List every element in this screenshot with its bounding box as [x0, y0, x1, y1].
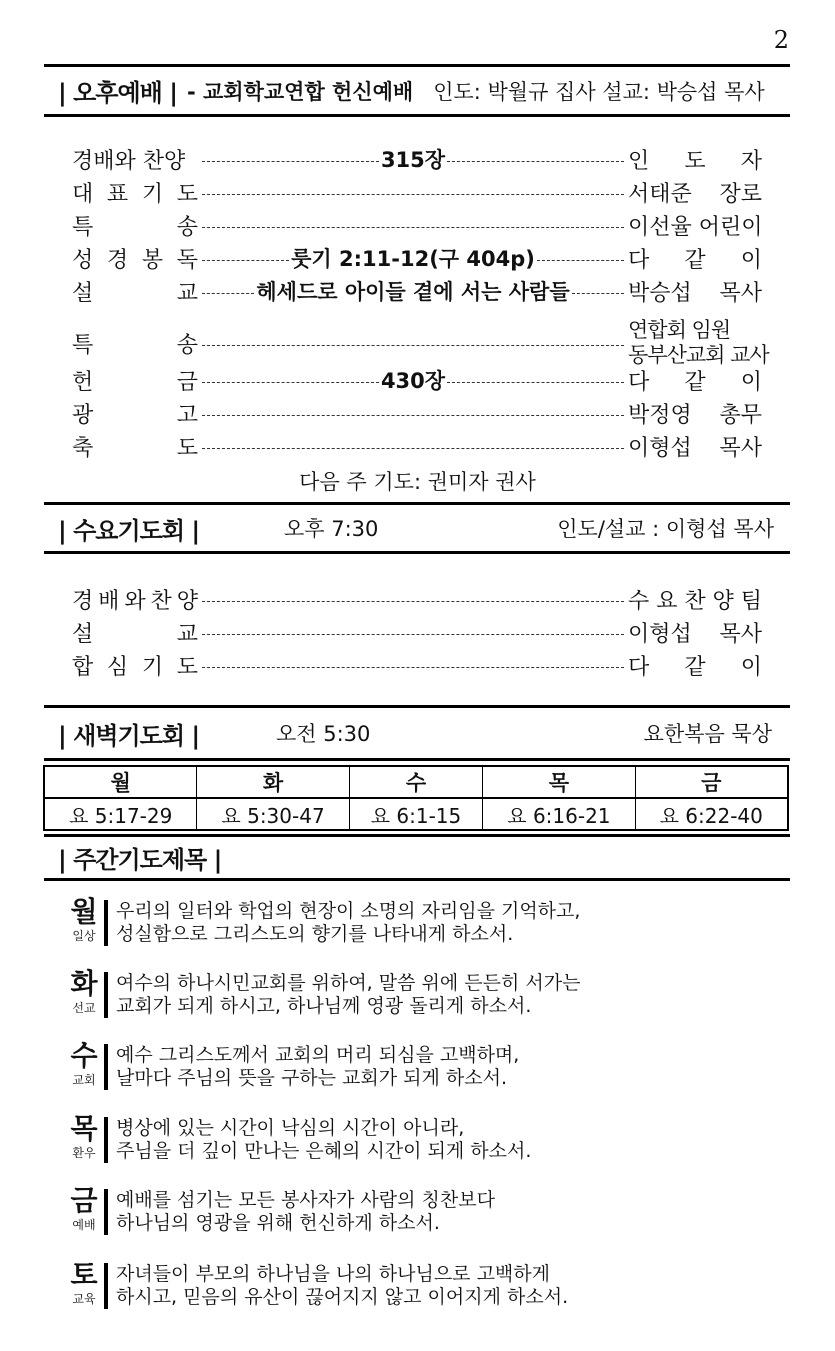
order-item-label [72, 177, 198, 208]
table-header-cell: 금 [635, 766, 788, 798]
wednesday-service-leader: 인도/설교 : 이형섭 목사 [557, 517, 774, 541]
order-item-person-part: 서태준 [628, 181, 692, 207]
dawn-service-title: | 새벽기도회 | [58, 721, 200, 750]
weekly-prayer-header [44, 834, 790, 881]
prayer-divider [104, 972, 108, 1018]
leader-line [202, 161, 379, 162]
order-row [72, 175, 762, 209]
order-item-person-part: 목사 [719, 280, 762, 306]
prayer-divider [104, 900, 108, 946]
wednesday-service-time: 오후 7:30 [284, 517, 379, 541]
order-item-label-part: 성 [72, 247, 94, 273]
order-item-person [628, 365, 762, 396]
order-item-label-part: 봉 [141, 247, 164, 273]
order-item-label [72, 650, 198, 681]
order-item-label [72, 398, 198, 429]
prayer-day [66, 1113, 102, 1169]
prayer-day-name: 목 [70, 1112, 98, 1145]
prayer-line: 하시고, 믿음의 유산이 끊어지지 않고 이어지게 하소서. [116, 1286, 569, 1308]
dotted-leader [202, 274, 624, 308]
order-item-person-part: 요 [656, 588, 678, 614]
table-cell: 요 5:17-29 [44, 798, 197, 830]
order-item-label-part: 경배와 찬양 [72, 148, 186, 174]
dawn-service-theme: 요한복음 묵상 [643, 722, 772, 746]
afternoon-service-subtitle: - 교회학교연합 헌신예배 [186, 79, 414, 104]
order-item-label-part: 배 [98, 588, 120, 614]
leader-line [202, 448, 624, 449]
dawn-schedule-table [43, 765, 789, 831]
order-item-person [628, 431, 762, 462]
order-item-person-line: 동부산교회 교사 [628, 343, 769, 367]
order-item-label-part: 심 [106, 654, 129, 680]
order-item-person-part: 박정영 [628, 402, 692, 428]
prayer-day [66, 1185, 102, 1241]
leader-line [447, 161, 624, 162]
order-item-label-part: 합 [72, 654, 94, 680]
order-item-person [628, 276, 762, 307]
order-row [72, 241, 762, 275]
order-item-label-part: 와 [124, 588, 146, 614]
order-row [72, 318, 769, 368]
prayer-day [66, 1040, 102, 1096]
leader-line [202, 634, 624, 635]
order-item-person [628, 318, 769, 368]
order-item-label-part: 설 [72, 280, 94, 306]
table-header-cell: 수 [349, 766, 483, 798]
order-item-person-part: 양 [712, 588, 734, 614]
table-header-cell: 화 [197, 766, 349, 798]
prayer-divider [104, 1189, 108, 1235]
dotted-leader [202, 363, 624, 397]
order-item-label-part: 송 [176, 214, 198, 240]
order-item-label-part: 표 [106, 181, 129, 207]
table-header-cell: 월 [44, 766, 197, 798]
table-cell: 요 6:16-21 [483, 798, 635, 830]
order-item-label-part: 대 [72, 181, 94, 207]
prayer-line: 날마다 주님의 뜻을 구하는 교회가 되게 하소서. [116, 1067, 508, 1089]
leader-line [202, 345, 624, 346]
dawn-service-header [44, 705, 790, 761]
prayer-day-topic: 일상 [72, 929, 96, 943]
order-item-person-part: 다 [628, 369, 650, 395]
order-item-label [72, 328, 198, 359]
wednesday-service-title: | 수요기도회 | [58, 516, 200, 545]
dotted-leader [202, 208, 624, 242]
dotted-leader [202, 582, 624, 616]
order-row [72, 582, 762, 616]
prayer-text [116, 1113, 531, 1169]
order-item-label-part: 도 [176, 654, 198, 680]
order-item-person-part: 총무 [719, 402, 762, 428]
order-item-person-part: 다 [628, 654, 650, 680]
order-item-label-part: 독 [176, 247, 198, 273]
leader-line [202, 260, 289, 261]
order-item-person [628, 584, 762, 615]
order-item-person-part: 이형섭 [628, 621, 692, 647]
order-item-label-part: 찬 [150, 588, 172, 614]
next-week-prayer: 다음 주 기도: 권미자 권사 [299, 470, 536, 494]
leader-line [202, 194, 624, 195]
leader-line [202, 293, 254, 294]
order-item-label [72, 210, 198, 241]
afternoon-service-leaders: 인도: 박월규 집사 설교: 박승섭 목사 [433, 79, 765, 104]
order-item-person-part: 같 [684, 654, 706, 680]
dotted-leader [202, 615, 624, 649]
order-item-label-part: 고 [176, 402, 198, 428]
order-item-label-part: 교 [176, 621, 198, 647]
order-item-person-part: 같 [684, 369, 706, 395]
order-item-person [628, 210, 762, 241]
order-item-label-part: 특 [72, 214, 94, 240]
dotted-leader [202, 175, 624, 209]
prayer-day-name: 토 [70, 1258, 98, 1291]
prayer-day-name: 월 [70, 895, 98, 928]
order-row [72, 363, 762, 397]
order-row [72, 615, 762, 649]
dotted-leader [202, 648, 624, 682]
table-cell: 요 6:1-15 [349, 798, 483, 830]
prayer-day-topic: 선교 [72, 1001, 96, 1015]
dotted-leader [202, 241, 624, 275]
order-item-person-part: 목사 [719, 435, 762, 461]
order-item-detail: 315장 [380, 148, 446, 172]
prayer-day [66, 968, 102, 1024]
table-header-row [44, 766, 788, 798]
order-item-detail: 헤세드로 아이들 곁에 서는 사람들 [256, 280, 570, 304]
table-row [44, 798, 788, 830]
table-cell: 요 5:30-47 [197, 798, 349, 830]
order-item-person-part: 장로 [719, 181, 762, 207]
prayer-text [116, 1259, 568, 1315]
order-item-label-part: 금 [176, 369, 198, 395]
prayer-line: 우리의 일터와 학업의 현장이 소명의 자리임을 기억하고, [116, 900, 581, 922]
order-row [72, 648, 762, 682]
leader-line [202, 227, 624, 228]
prayer-line: 병상에 있는 시간이 낙심의 시간이 아니라, [116, 1117, 465, 1139]
order-item-label-part: 기 [141, 654, 164, 680]
prayer-item [66, 1040, 519, 1096]
order-item-person-part: 이 [740, 369, 762, 395]
order-row [72, 142, 762, 176]
dotted-leader [202, 396, 624, 430]
prayer-item [66, 1113, 531, 1169]
order-item-person-part: 이 [740, 654, 762, 680]
prayer-day-name: 화 [70, 967, 98, 1000]
order-row [72, 274, 762, 308]
prayer-item [66, 896, 580, 952]
order-item-person-part: 다 [628, 247, 650, 273]
order-item-label-part: 축 [72, 435, 94, 461]
dotted-leader [202, 318, 624, 368]
dawn-service-time: 오전 5:30 [276, 722, 371, 746]
order-item-person-part: 수 [628, 588, 650, 614]
order-item-label-part: 도 [176, 181, 198, 207]
dotted-leader [202, 142, 624, 176]
leader-line [202, 382, 379, 383]
prayer-line: 여수의 하나시민교회를 위하여, 말씀 위에 든든히 서가는 [116, 972, 581, 994]
afternoon-service-header [44, 64, 790, 117]
order-item-person-part: 목사 [719, 621, 762, 647]
table-cell: 요 6:22-40 [635, 798, 788, 830]
leader-line [202, 667, 624, 668]
order-item-person [628, 177, 762, 208]
leader-line [572, 293, 624, 294]
order-item-label-part: 기 [141, 181, 164, 207]
order-item-person-part: 이형섭 [628, 435, 692, 461]
leader-line [537, 260, 624, 261]
order-item-person [628, 144, 762, 175]
prayer-line: 교회가 되게 하시고, 하나님께 영광 돌리게 하소서. [116, 995, 532, 1017]
prayer-item [66, 968, 580, 1024]
order-item-label-part: 경 [106, 247, 129, 273]
order-item-label-part: 교 [176, 280, 198, 306]
order-item-label-part: 경 [72, 588, 94, 614]
order-item-person-part: 같 [684, 247, 706, 273]
leader-line [447, 382, 624, 383]
prayer-line: 예수 그리스도께서 교회의 머리 되심을 고백하며, [116, 1044, 520, 1066]
order-item-person [628, 243, 762, 274]
prayer-day-name: 수 [70, 1039, 98, 1072]
prayer-text [116, 1040, 519, 1096]
prayer-text [116, 896, 580, 952]
prayer-text [116, 968, 580, 1024]
prayer-divider [104, 1263, 108, 1309]
order-item-label-part: 광 [72, 402, 94, 428]
order-row [72, 208, 762, 242]
prayer-line: 자녀들이 부모의 하나님을 나의 하나님으로 고백하게 [116, 1263, 550, 1285]
prayer-day-topic: 예배 [72, 1218, 96, 1232]
order-item-person-line: 연합회 임원 [628, 318, 731, 342]
prayer-divider [104, 1117, 108, 1163]
order-item-person-part: 박승섭 [628, 280, 692, 306]
afternoon-service-title: | 오후예배 | [58, 79, 177, 107]
prayer-day-topic: 환우 [72, 1146, 96, 1160]
prayer-line: 성실함으로 그리스도의 향기를 나타내게 하소서. [116, 923, 514, 945]
prayer-item [66, 1185, 495, 1241]
order-item-person-part: 이선율 어린이 [628, 214, 763, 240]
order-item-label-part: 양 [176, 588, 198, 614]
prayer-line: 하나님의 영광을 위해 헌신하게 하소서. [116, 1212, 440, 1234]
prayer-line: 주님을 더 깊이 만나는 은혜의 시간이 되게 하소서. [116, 1140, 532, 1162]
order-item-label [72, 431, 198, 462]
prayer-day [66, 1259, 102, 1315]
weekly-prayer-title: | 주간기도제목 | [58, 846, 222, 874]
order-item-person [628, 650, 762, 681]
leader-line [202, 415, 624, 416]
order-item-label-part: 헌 [72, 369, 94, 395]
order-item-label-part: 설 [72, 621, 94, 647]
order-row [72, 429, 762, 463]
page-number: 2 [773, 26, 789, 54]
order-item-label [72, 243, 198, 274]
order-item-label [72, 276, 198, 307]
wednesday-service-header [44, 502, 790, 554]
prayer-item [66, 1259, 568, 1315]
order-item-person [628, 398, 762, 429]
leader-line [202, 601, 624, 602]
order-item-detail: 430장 [380, 369, 446, 393]
prayer-day-topic: 교회 [72, 1073, 96, 1087]
prayer-day [66, 896, 102, 952]
table-header-cell: 목 [483, 766, 635, 798]
order-item-label-part: 특 [72, 332, 94, 358]
order-item-label-part: 도 [176, 435, 198, 461]
dotted-leader [202, 429, 624, 463]
order-item-person-part: 팀 [740, 588, 762, 614]
prayer-divider [104, 1044, 108, 1090]
order-item-person-part: 찬 [684, 588, 706, 614]
order-item-detail: 룻기 2:11-12(구 404p) [291, 247, 535, 271]
order-item-label [72, 144, 198, 175]
order-item-label [72, 584, 198, 615]
prayer-line: 예배를 섬기는 모든 봉사자가 사람의 칭찬보다 [116, 1189, 495, 1211]
prayer-text [116, 1185, 495, 1241]
order-item-person-part: 자 [740, 148, 762, 174]
order-item-label-part: 송 [176, 332, 198, 358]
order-item-label [72, 365, 198, 396]
order-item-person-part: 도 [684, 148, 706, 174]
order-item-label [72, 617, 198, 648]
prayer-day-topic: 교육 [72, 1292, 96, 1306]
order-row [72, 396, 762, 430]
prayer-day-name: 금 [70, 1184, 98, 1217]
order-item-person-part: 이 [740, 247, 762, 273]
order-item-person-part: 인 [628, 148, 650, 174]
order-item-person [628, 617, 762, 648]
